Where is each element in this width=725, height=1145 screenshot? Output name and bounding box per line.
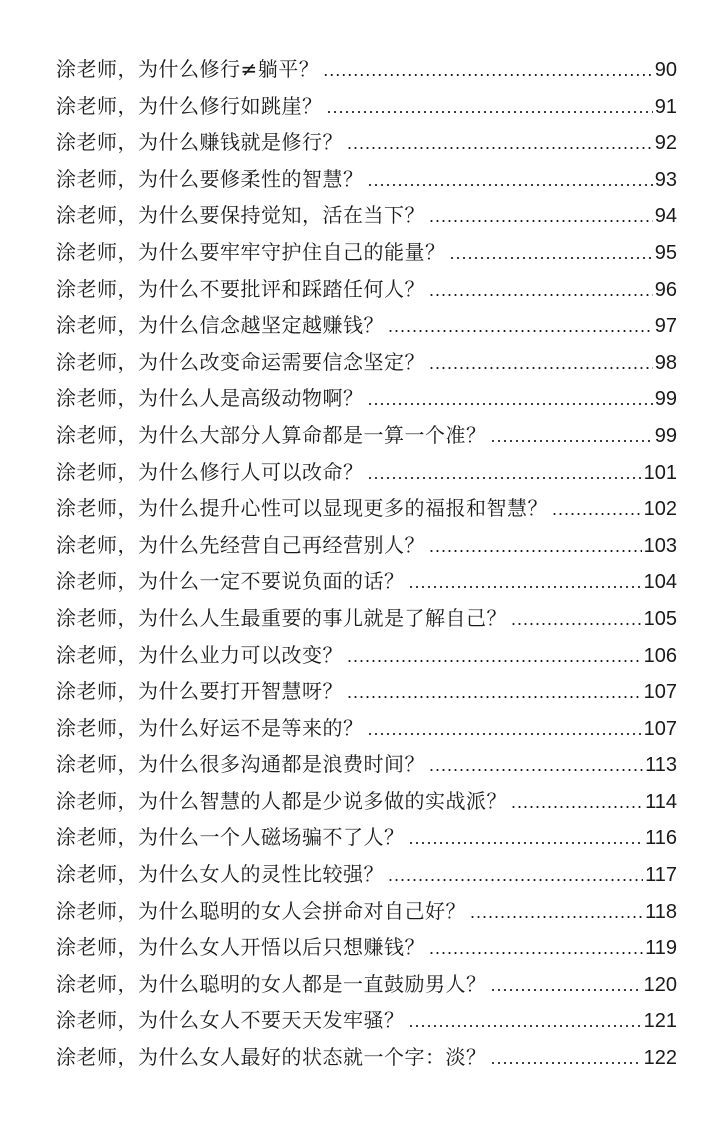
toc-entry-title: 涂老师，为什么智慧的人都是少说多做的实战派？ [56, 788, 507, 813]
toc-entry[interactable] [56, 783, 677, 820]
toc-entry-page-number: 97 [654, 315, 677, 338]
toc-entry[interactable] [56, 490, 677, 527]
toc-entry[interactable] [56, 1002, 677, 1039]
toc-entry-title: 涂老师，为什么赚钱就是修行？ [56, 130, 343, 155]
toc-entry-title: 涂老师，为什么好运不是等来的？ [56, 715, 364, 740]
dot-leader [491, 1040, 642, 1076]
toc-entry[interactable] [56, 417, 677, 454]
toc-entry[interactable] [56, 197, 677, 234]
toc-entry-title: 涂老师，为什么要牢牢守护住自己的能量？ [56, 239, 446, 264]
toc-entry-title: 涂老师，为什么大部分人算命都是一算一个准？ [56, 422, 487, 447]
toc-entry[interactable] [56, 746, 677, 783]
toc-entry-title: 涂老师，为什么不要批评和踩踏任何人？ [56, 276, 425, 301]
dot-leader [368, 381, 653, 417]
toc-entry-page-number: 95 [654, 241, 677, 264]
toc-entry-page-number: 90 [654, 59, 677, 81]
toc-entry-page-number: 106 [643, 644, 677, 667]
toc-entry-title: 涂老师，为什么修行如跳崖？ [56, 93, 323, 118]
toc-entry[interactable] [56, 1039, 677, 1076]
toc-entry-page-number: 119 [645, 937, 677, 960]
toc-entry-page-number: 93 [654, 168, 677, 191]
dot-leader [409, 820, 644, 856]
dot-leader [368, 455, 642, 491]
toc-entry[interactable] [56, 234, 677, 271]
toc-entry-title: 涂老师，为什么聪明的女人会拼命对自己好？ [56, 898, 466, 923]
dot-leader [429, 272, 653, 308]
dot-leader [388, 857, 643, 893]
toc-entry-page-number: 98 [654, 351, 677, 374]
toc-entry-page-number: 121 [643, 1010, 677, 1033]
toc-entry-title: 涂老师，为什么很多沟通都是浪费时间？ [56, 752, 425, 777]
dot-leader [491, 418, 653, 454]
dot-leader [450, 235, 653, 271]
toc-entry[interactable] [56, 637, 677, 674]
toc-entry-page-number: 105 [643, 607, 677, 630]
toc-entry-page-number: 120 [643, 973, 677, 996]
dot-leader [511, 784, 643, 820]
toc-entry-page-number: 117 [645, 864, 677, 887]
toc-entry-page-number: 107 [643, 681, 677, 704]
toc-entry-title: 涂老师，为什么提升心性可以显现更多的福报和智慧？ [56, 496, 548, 521]
dot-leader [429, 345, 653, 381]
toc-entry-title: 涂老师，为什么修行≠躺平？ [56, 57, 320, 81]
toc-entry-title: 涂老师，为什么修行人可以改命？ [56, 459, 364, 484]
toc-entry-page-number: 114 [645, 790, 677, 813]
toc-entry[interactable] [56, 161, 677, 198]
toc-entry[interactable] [56, 51, 677, 88]
toc-entry[interactable] [56, 527, 677, 564]
toc-entry-page-number: 102 [643, 498, 677, 521]
toc-entry-title: 涂老师，为什么人生最重要的事儿就是了解自己？ [56, 605, 507, 630]
dot-leader [388, 308, 653, 344]
toc-entry[interactable] [56, 88, 677, 125]
dot-leader [470, 894, 643, 930]
toc-entry-page-number: 91 [654, 95, 677, 118]
toc-entry-page-number: 122 [643, 1047, 677, 1070]
toc-entry-page-number: 103 [643, 534, 677, 557]
toc-entry-title: 涂老师，为什么先经营自己再经营别人？ [56, 532, 425, 557]
toc-entry-title: 涂老师，为什么业力可以改变？ [56, 642, 343, 667]
dot-leader [511, 601, 642, 637]
toc-entry-title: 涂老师，为什么女人不要天天发牢骚？ [56, 1008, 405, 1033]
toc-entry-title: 涂老师，为什么聪明的女人都是一直鼓励男人？ [56, 971, 487, 996]
dot-leader [347, 674, 642, 710]
toc-entry-page-number: 99 [654, 388, 677, 411]
toc-entry-page-number: 116 [645, 827, 677, 850]
toc-entry-title: 涂老师，为什么人是高级动物啊？ [56, 386, 364, 411]
toc-entry-title: 涂老师，为什么要打开智慧呀？ [56, 679, 343, 704]
dot-leader [429, 198, 653, 234]
toc-entry[interactable] [56, 600, 677, 637]
dot-leader [347, 125, 653, 161]
toc-entry[interactable] [56, 893, 677, 930]
toc-entry-title: 涂老师，为什么要保持觉知，活在当下？ [56, 203, 425, 228]
dot-leader [552, 491, 642, 527]
toc-entry-title: 涂老师，为什么女人最好的状态就一个字：淡？ [56, 1045, 487, 1070]
toc-entry[interactable] [56, 380, 677, 417]
toc-entry[interactable] [56, 966, 677, 1003]
toc-entry-title: 涂老师，为什么女人开悟以后只想赚钱？ [56, 935, 425, 960]
toc-entry-title: 涂老师，为什么改变命运需要信念坚定？ [56, 349, 425, 374]
toc-entry-title: 涂老师，为什么一定不要说负面的话？ [56, 569, 405, 594]
toc-entry-title: 涂老师，为什么一个人磁场骗不了人？ [56, 825, 405, 850]
toc-entry-title: 涂老师，为什么信念越坚定越赚钱？ [56, 313, 384, 338]
dot-leader [429, 930, 643, 966]
dot-leader [409, 564, 642, 600]
dot-leader [368, 711, 642, 747]
toc-entry[interactable] [56, 929, 677, 966]
toc-entry-title: 涂老师，为什么女人的灵性比较强？ [56, 862, 384, 887]
dot-leader [429, 747, 643, 783]
toc-entry[interactable] [56, 307, 677, 344]
toc-entry-page-number: 118 [645, 900, 677, 923]
table-of-contents [56, 51, 677, 1076]
dot-leader [429, 528, 642, 564]
dot-leader [323, 52, 652, 88]
dot-leader [409, 1003, 642, 1039]
toc-entry[interactable] [56, 124, 677, 161]
toc-entry-page-number: 104 [643, 571, 677, 594]
toc-entry[interactable] [56, 563, 677, 600]
toc-entry[interactable] [56, 819, 677, 856]
toc-entry-page-number: 99 [654, 424, 677, 447]
toc-entry[interactable] [56, 271, 677, 308]
toc-entry[interactable] [56, 710, 677, 747]
toc-entry[interactable] [56, 344, 677, 381]
dot-leader [368, 162, 653, 198]
toc-entry-page-number: 101 [643, 461, 677, 484]
toc-entry-page-number: 96 [654, 278, 677, 301]
toc-entry[interactable] [56, 673, 677, 710]
toc-entry-title: 涂老师，为什么要修柔性的智慧？ [56, 166, 364, 191]
toc-entry-page-number: 107 [643, 717, 677, 740]
dot-leader [327, 89, 653, 125]
dot-leader [347, 638, 642, 674]
toc-entry[interactable] [56, 454, 677, 491]
toc-entry-page-number: 92 [654, 132, 677, 155]
toc-entry[interactable] [56, 856, 677, 893]
toc-entry-page-number: 113 [645, 754, 677, 777]
dot-leader [491, 967, 642, 1003]
toc-entry-page-number: 94 [654, 205, 677, 228]
